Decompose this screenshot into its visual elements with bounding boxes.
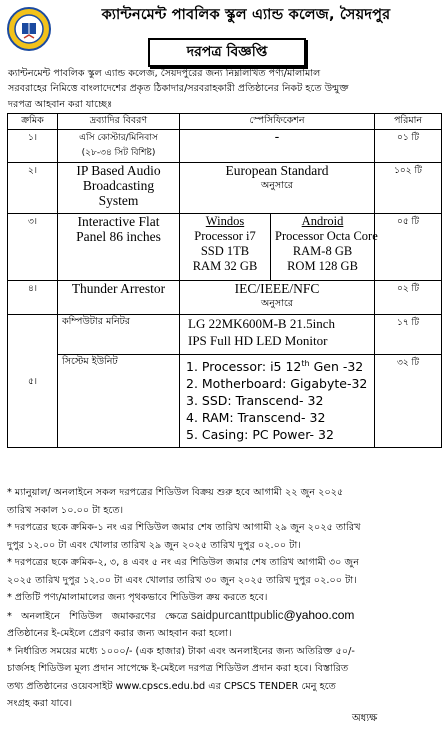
note-line: ২০২৫ তারিখ দুপুর ১২.০০ টা এবং খোলার তারিখ ৩০ জুন ২০২৫ তারিখ দুপুর ০২.০০ টা। [7,574,357,586]
spec-cell [180,281,375,315]
table-row [8,281,442,315]
qty-cell: ৩২ টি [375,355,442,448]
serial-cell: ৩। [8,214,58,281]
qty-cell: ০২ টি [375,281,442,315]
email-address[interactable] [190,607,355,622]
qty-cell: ০১ টি [375,130,442,163]
spec-line: 2. Motherboard: Gigabyte-32 [186,376,368,392]
serial-cell: ৫। [8,315,58,448]
email-user: saidpurcanttpublic [190,609,284,622]
spec-android-title: Android [301,214,344,228]
note-line: * ম্যানুয়াল/ অনলাইনে সকল দরপত্রের শিডিউল বিক্রয় শুরু হবে আগামী ২২ জুন ২০২৫ [7,487,344,498]
note-line: * দরপত্রের ছকে ক্রমিক-১ নং এর শিডিউল জমার শেষ তারিখ আগামী ২৯ জুন ২০২৫ তারিখ [7,522,361,533]
serial-cell: ২। [8,163,58,214]
spec-cell [180,355,375,448]
spec-text: IEC/IEEE/NFC [234,281,320,296]
spec-windows-title: Windos [205,214,245,228]
header-qty: পরিমান [375,114,442,130]
note-line: তথ্য প্রতিষ্ঠানের ওয়েবসাইট www.cpscs.edu.bd এর CPSCS TENDER মেনু হতে [7,680,336,692]
note-line: তারিখ সকাল ১০.০০ টা হতে। [7,504,124,516]
spec-line: RAM-8 GB [292,244,353,258]
table-row [8,315,442,355]
qty-cell: ০৫ টি [375,214,442,281]
spec-cell [180,163,375,214]
note-line: চার্জসহ শিডিউল মূল্য প্রদান সাপেক্ষে ই-মেইলে দরপত্র শিডিউল প্রদান করা হবে। বিস্তারিত [7,663,349,674]
header-serial: ক্রমিক [8,114,58,130]
spec-line: Processor i7 [194,229,256,243]
note-line: * নির্ধারিত সময়ের মধ্যে ১০০০/- (এক হাজার) টাকা এবং অনলাইনের জন্য অতিরিক্ত ৫০/- [7,645,355,657]
spec-line: RAM 32 GB [192,259,258,273]
superscript: th [301,359,310,368]
header-item: দ্রব্যাদির বিবরণ [58,114,180,130]
spec-android-cell [271,214,378,281]
spec-line: SSD 1TB [200,244,250,258]
item-cell: Thunder Arrestor [58,281,180,315]
spec-line: IPS Full HD LED Monitor [188,333,328,348]
qty-cell: ১৭ টি [375,315,442,355]
table-header-row [8,114,442,130]
table-row [8,130,442,163]
table-row [8,355,442,448]
notice-title: দরপত্র বিজ্ঞপ্তি [148,38,306,67]
item-cell: সিস্টেম ইউনিট [58,355,180,448]
tender-table [7,113,442,448]
item-cell: কম্পিউটার মনিটর [58,315,180,355]
note-line [7,607,443,626]
item-cell [58,130,180,163]
school-name: ক্যান্টনমেন্ট পাবলিক স্কুল এ্যান্ড কলেজ, সৈয়দপুর [101,7,391,23]
header-spec: স্পেসিফিকেশন [180,114,375,130]
item-line: (২৮-৩৪ সিট বিশিষ্ট) [81,148,156,158]
spec-line [186,355,370,375]
intro-line: সরবরাহের নিমিত্তে বাংলাদেশের প্রকৃত ঠিকাদার/সরবরাহকারী প্রতিষ্ঠানের নিকট হতে উন্মুক্ত [8,83,349,95]
spec-line: 4. RAM: Transcend- 32 [186,410,326,426]
table-row [8,214,442,281]
spec-text: 1. Processor: i5 12 [186,359,302,375]
school-logo [6,6,52,52]
note-line: দুপুর ১২.০০ টা এবং খোলার তারিখ ২৯ জুন ২০২৫ তারিখ দুপুর ০২.০০ টা। [7,539,301,551]
signature-title: অধ্যক্ষ [352,713,378,724]
spec-text: Gen -32 [309,359,364,375]
spec-cell [180,315,375,355]
spec-windows-cell [180,214,271,281]
online-note-prefix: * অনলাইনে শিডিউল জমাকরণের ক্ষেত্রে [7,610,188,622]
serial-cell: ৪। [8,281,58,315]
spec-line: ROM 128 GB [287,259,358,273]
item-cell: IP Based Audio Broadcasting System [58,163,180,214]
qty-cell: ১০২ টি [375,163,442,214]
intro-line: দরপত্র আহবান করা যাচ্ছেঃ [8,98,113,110]
note-line: প্রতিষ্ঠানের ই-মেইলে প্রেরণ করার জন্য আহবান করা হলো। [7,628,232,639]
spec-note: অনুসারে [261,180,293,191]
spec-line: LG 22MK600M-B 21.5inch [188,316,335,331]
note-line: * দরপত্রের ছকে ক্রমিক-২, ৩, ৪ এবং ৫ নং এর শিডিউল জমার শেষ তারিখ আগামী ৩০ জুন [7,557,359,568]
spec-note: অনুসারে [261,298,293,309]
serial-cell: ১। [8,130,58,163]
note-line: * প্রতিটি পণ্য/মালামালের জন্য পৃথকভাবে শিডিউল ক্রয় করতে হবে। [7,592,268,603]
intro-line: ক্যান্টনমেন্ট পাবলিক স্কুল এ্যান্ড কলেজ, সৈয়দপুরের জন্য নিম্নলিখিত পণ্য/মালামাল [8,68,321,79]
spec-cell: - [180,130,375,163]
notes-section [7,484,443,713]
spec-line: Processor Octa Core [275,229,378,243]
item-line: এসি কোস্টার/মিনিবাস [79,133,158,143]
note-line: সংগ্রহ করা যাবে। [7,698,73,709]
spec-line: 5. Casing: PC Power- 32 [186,427,334,443]
intro-text [8,66,440,112]
spec-line: 3. SSD: Transcend- 32 [186,393,324,409]
table-row [8,163,442,214]
email-domain: @yahoo.com [283,607,355,622]
spec-text: European Standard [225,163,329,178]
item-cell: Interactive Flat Panel 86 inches [58,214,180,281]
